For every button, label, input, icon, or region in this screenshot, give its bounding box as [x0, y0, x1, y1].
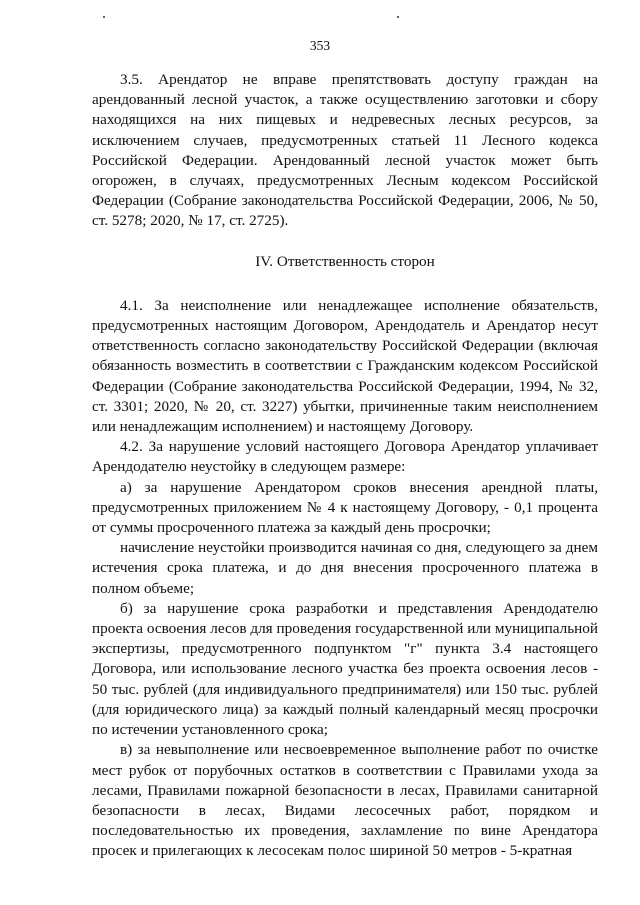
scan-speck-right	[397, 16, 399, 18]
paragraph-4-2: 4.2. За нарушение условий настоящего Договора Арендатор уплачивает Арендодателю неустойку в следующем размере:	[92, 438, 598, 476]
paragraph-penalty-accrual: начисление неустойки производится начиная со дня, следующего за днем истечения срока платежа, и до дня внесения просроченного платежа в полном объеме;	[92, 539, 598, 597]
paragraph-item-b: б) за нарушение срока разработки и представления Арендодателю проекта освоения лесов для проведения государственной или муниципальной экспертизы, предусмотренного подпунктом "г" пункта 3.4 настоящего Договора, или использование лесного участка без проекта освоения лесов - 50 тыс. рублей (для индивидуального предпринимателя) или 150 тыс. рублей (для юридического лица) за каждый полный календарный месяц просрочки по истечении установленного срока;	[92, 599, 598, 739]
section-heading: IV. Ответственность сторон	[255, 252, 435, 270]
page-number: 353	[309, 38, 331, 53]
paragraph-item-v: в) за невыполнение или несвоевременное выполнение работ по очистке мест рубок от порубочных остатков в соответствии с Правилами ухода за лесами, Правилами пожарной безопасности в лесах, Правилами санитарной безопасности в лесах, Видами лесосечных работ, порядком и последовательностью их проведения, захламление по вине Арендатора просек и прилегающих к лесосекам полос шириной 50 метров - 5-кратная	[92, 741, 598, 860]
paragraph-3-5: 3.5. Арендатор не вправе препятствовать доступу граждан на арендованный лесной участок, а также осуществлению заготовки и сбору находящихся на них пищевых и недревесных лесных ресурсов, за исключением случаев, предусмотренных статьей 11 Лесного кодекса Российской Федерации. Арендованный лесной участок может быть огорожен, в случаях, предусмотренных Лесным кодексом Российской Федерации (Собрание законодательства Российской Федерации, 2006, № 50, ст. 5278; 2020, № 17, ст. 2725).	[92, 71, 598, 230]
scan-speck-left	[103, 16, 105, 18]
paragraph-4-1: 4.1. За неисполнение или ненадлежащее исполнение обязательств, предусмотренных настоящим Договором, Арендодатель и Арендатор несут ответственность согласно законодательству Российской Федерации (включая обязанность возместить в соответствии с Гражданским кодексом Российской Федерации (Собрание законодательства Российской Федерации, 1994, № 32, ст. 3301; 2020, № 20, ст. 3227) убытки, причиненные таким неисполнением или ненадлежащим исполнением) и настоящему Договору.	[92, 296, 598, 436]
paragraph-item-a: а) за нарушение Арендатором сроков внесения арендной платы, предусмотренных приложением № 4 к настоящему Договору, - 0,1 процента от суммы просроченного платежа за каждый день просрочки;	[92, 478, 598, 537]
document-body	[92, 70, 598, 862]
